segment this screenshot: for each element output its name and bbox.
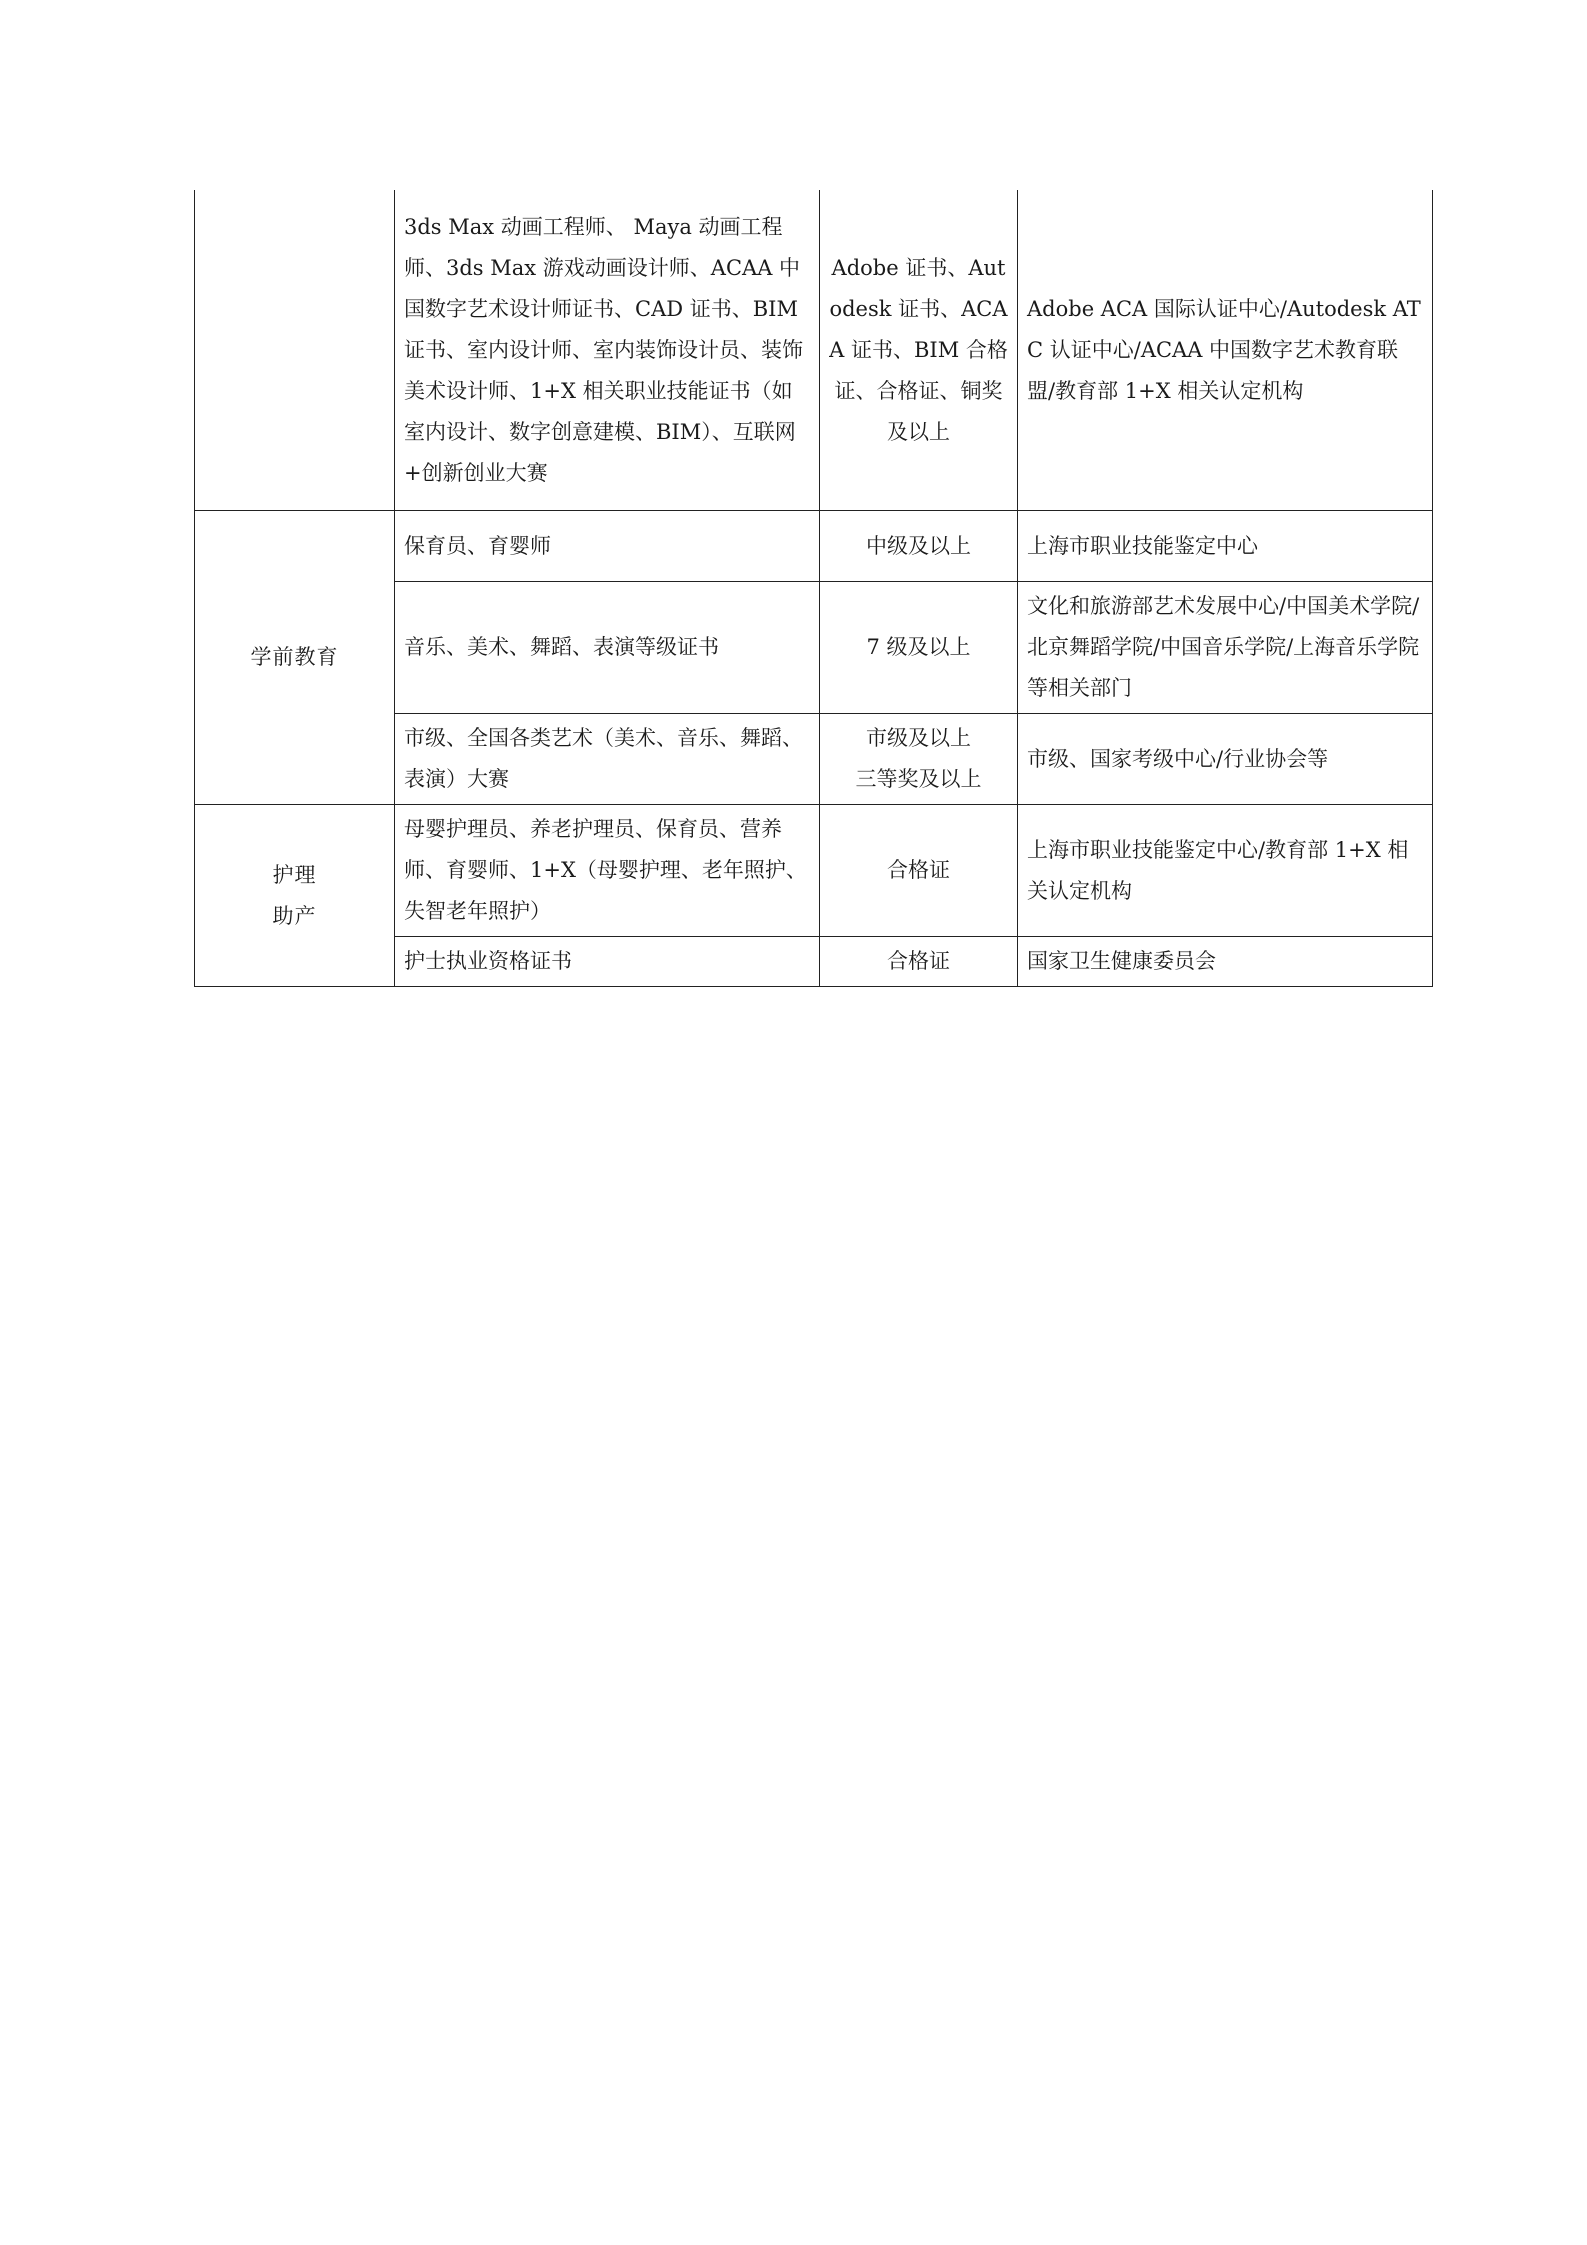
table-row [195, 511, 1433, 582]
certificate-table [194, 190, 1433, 987]
issuing-organization-cell: 国家卫生健康委员会 [1018, 937, 1433, 987]
issuing-organization-cell: 上海市职业技能鉴定中心/教育部 1+X 相关认定机构 [1018, 805, 1433, 937]
category-cell [195, 805, 395, 987]
certificate-name-cell: 音乐、美术、舞蹈、表演等级证书 [395, 582, 820, 714]
level-cell: 合格证 [820, 937, 1018, 987]
certificate-name-cell: 3ds Max 动画工程师、 Maya 动画工程师、3ds Max 游戏动画设计师、ACAA 中国数字艺术设计师证书、CAD 证书、BIM 证书、室内设计师、室内装饰设计员、装饰美术设计师、1+X 相关职业技能证书（如室内设计、数字创意建模、BIM）、互联网+创新创业大赛 [395, 190, 820, 511]
category-line: 护理 [272, 862, 317, 887]
table-row [195, 805, 1433, 937]
table-row [195, 190, 1433, 511]
category-cell: 学前教育 [195, 511, 395, 805]
level-cell [820, 714, 1018, 805]
certificate-name-cell: 市级、全国各类艺术（美术、音乐、舞蹈、表演）大赛 [395, 714, 820, 805]
level-line: 三等奖及以上 [855, 767, 982, 791]
level-cell: 合格证 [820, 805, 1018, 937]
issuing-organization-cell: 文化和旅游部艺术发展中心/中国美术学院/北京舞蹈学院/中国音乐学院/上海音乐学院等相关部门 [1018, 582, 1433, 714]
level-cell: 7 级及以上 [820, 582, 1018, 714]
issuing-organization-cell: Adobe ACA 国际认证中心/Autodesk ATC 认证中心/ACAA 中国数字艺术教育联盟/教育部 1+X 相关认定机构 [1018, 190, 1433, 511]
issuing-organization-cell: 市级、国家考级中心/行业协会等 [1018, 714, 1433, 805]
category-cell [195, 190, 395, 511]
category-line: 助产 [272, 903, 317, 928]
level-cell: 中级及以上 [820, 511, 1018, 582]
level-cell: Adobe 证书、Autodesk 证书、ACAA 证书、BIM 合格证、合格证、铜奖及以上 [820, 190, 1018, 511]
level-line: 市级及以上 [866, 726, 971, 750]
certificate-name-cell: 母婴护理员、养老护理员、保育员、营养师、育婴师、1+X（母婴护理、老年照护、失智老年照护） [395, 805, 820, 937]
certificate-name-cell: 保育员、育婴师 [395, 511, 820, 582]
certificate-name-cell: 护士执业资格证书 [395, 937, 820, 987]
issuing-organization-cell: 上海市职业技能鉴定中心 [1018, 511, 1433, 582]
